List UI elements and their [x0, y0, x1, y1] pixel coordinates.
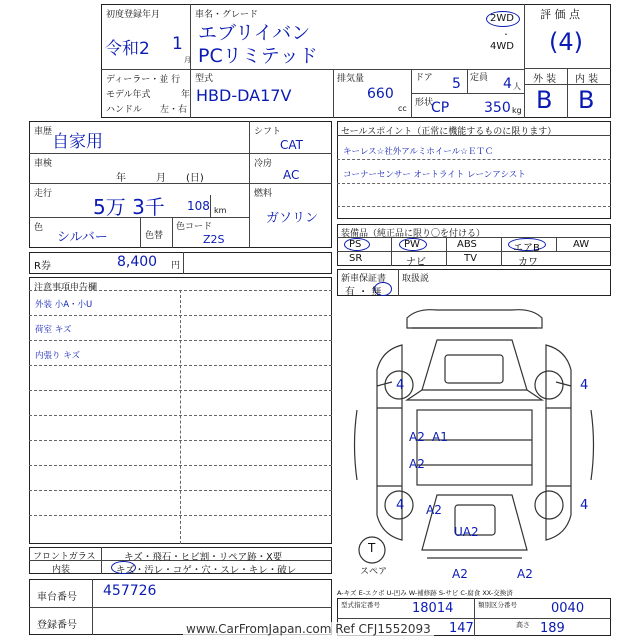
- equip-tv: TV: [464, 253, 477, 264]
- shape-value: CP: [431, 100, 450, 116]
- shape-label: 形状: [415, 98, 434, 108]
- cc-unit: cc: [398, 104, 407, 113]
- color-value: シルバー: [57, 230, 108, 245]
- drive-4wd: 4WD: [490, 41, 514, 52]
- fg-label: フロントガラス: [33, 552, 96, 562]
- ext-label: 外 装: [533, 74, 557, 85]
- mileage-value: 5万 3千: [93, 195, 165, 219]
- displacement-label: 排気量: [337, 74, 365, 84]
- damage-mark: A2: [409, 457, 425, 471]
- sales-line-2: コーナーセンサー オートライト レーンアシスト: [343, 170, 526, 180]
- capacity-label: 定員: [470, 73, 489, 83]
- equip-abs: ABS: [457, 239, 477, 250]
- note-line: 荷室 キズ: [35, 325, 72, 335]
- height-value: 189: [540, 621, 565, 636]
- height-label: 高さ: [516, 621, 530, 629]
- capacity-value: 4: [503, 76, 512, 92]
- kg-unit: kg: [512, 106, 522, 115]
- int-items: キズ・汚レ・コゲ・穴・スレ・キレ・破レ: [116, 565, 297, 576]
- type-spec-label: 型式指定番号: [341, 601, 380, 609]
- shaken-text: 年 月 (日): [116, 173, 204, 184]
- fuel-value: ガソリン: [266, 211, 319, 226]
- name-label: 車名・グレード: [195, 10, 259, 20]
- car-diagram: [337, 300, 611, 585]
- door-label: ドア: [415, 73, 433, 83]
- damage-mark: 4: [396, 378, 405, 393]
- spare-t: T: [368, 541, 376, 555]
- damage-mark: 4: [580, 498, 589, 513]
- yen-unit: 円: [171, 261, 181, 271]
- manual-label: 取扱説: [402, 274, 430, 284]
- shift-label: シフト: [254, 127, 282, 137]
- note-line: 内張り キズ: [35, 351, 81, 361]
- sales-title: セールスポイント（正常に機能するものに限ります）: [341, 127, 557, 137]
- use-value: 自家用: [52, 132, 103, 152]
- handle-value: 左・右: [160, 105, 188, 115]
- int-grade: B: [578, 86, 595, 114]
- mileage-extra: 108: [187, 199, 210, 213]
- reg-date-label: 初度登録年月: [106, 10, 161, 20]
- damage-mark: 4: [580, 378, 589, 393]
- int-label: 内装: [52, 565, 71, 575]
- score-label: 評 価 点: [540, 8, 580, 21]
- damage-mark: A2: [409, 430, 425, 444]
- car-grade: PCリミテッド: [198, 45, 318, 67]
- reg-month: 1: [172, 34, 183, 54]
- warranty-label: 新車保証書: [341, 274, 387, 284]
- color-label: 色: [34, 223, 44, 233]
- ac-label: 冷房: [254, 159, 273, 169]
- displacement-value: 660: [367, 86, 394, 102]
- equip-leather: カワ: [518, 257, 538, 268]
- equipment-title: 装備品（純正品に限り〇を付ける）: [341, 229, 486, 239]
- fg-items: キズ・飛石・ヒビ割・リペア跡・X要: [124, 552, 283, 563]
- notes-title: 注意事項申告欄: [34, 283, 98, 293]
- type-value: HBD-DA17V: [196, 86, 292, 105]
- equip-airbag: エアB: [513, 243, 540, 254]
- color-code-value: Z2S: [203, 233, 225, 246]
- type-spec-value: 18014: [412, 601, 454, 616]
- ext-grade: B: [536, 86, 553, 114]
- fuel-label: 燃料: [254, 189, 273, 199]
- reg-label: 登録番号: [37, 620, 77, 631]
- warranty-value: 有 ・ 無: [345, 287, 382, 298]
- recycle-value: 8,400: [117, 254, 158, 270]
- chassis-label: 車台番号: [37, 592, 77, 603]
- damage-mark: A1: [432, 430, 448, 444]
- damage-mark: A2: [452, 567, 468, 581]
- use-label: 車歴: [34, 127, 53, 137]
- color-kind-label: 色替: [145, 231, 164, 241]
- equip-pw: PW: [404, 239, 420, 250]
- shift-value: CAT: [280, 138, 303, 152]
- shaken-label: 車検: [34, 159, 53, 169]
- color-code-label: 色コード: [176, 222, 213, 232]
- header-frame: [101, 4, 611, 118]
- category-label: 類別区分番号: [478, 601, 517, 609]
- recycle-label: R券: [34, 261, 51, 272]
- month-unit: 月: [184, 56, 191, 64]
- chassis-value: 457726: [103, 583, 157, 599]
- model-year-label: モデル年式: [106, 90, 151, 100]
- legend: A-キズ E-エクボ U-凹み W-補修跡 S-サビ C-腐食 XX-交換済: [337, 589, 513, 597]
- damage-mark: A2: [426, 503, 442, 517]
- km-unit: km: [214, 206, 227, 215]
- note-line: 外装 小A・小U: [35, 300, 93, 310]
- drive-2wd: 2WD: [490, 13, 514, 24]
- door-value: 5: [452, 76, 461, 92]
- load-value: 350: [484, 100, 511, 116]
- handle-label: ハンドル: [106, 105, 143, 115]
- year-unit: 年: [181, 90, 191, 100]
- person-unit: 人: [513, 82, 521, 91]
- damage-mark: A2: [517, 567, 533, 581]
- ac-value: AC: [283, 168, 300, 182]
- spare-label: スペア: [360, 567, 388, 577]
- mileage-label: 走行: [34, 189, 53, 199]
- damage-mark: UA2: [454, 525, 479, 539]
- int-label: 内 装: [575, 74, 599, 85]
- watermark: www.CarFromJapan.com Ref CFJ1552093: [183, 622, 434, 636]
- recycle-frame: [29, 252, 332, 274]
- dealer-label: ディーラー・並 行: [106, 75, 181, 85]
- damage-mark: 4: [396, 498, 405, 513]
- car-name: エブリイバン: [198, 22, 311, 44]
- equip-sr: SR: [349, 253, 363, 264]
- equip-navi: ナビ: [406, 257, 426, 268]
- score-value: (4): [549, 28, 583, 56]
- length-value: 147: [449, 621, 474, 636]
- category-value: 0040: [551, 601, 585, 616]
- reg-era: 令和2: [105, 39, 150, 59]
- equip-ps: PS: [349, 239, 362, 250]
- equip-aw: AW: [573, 239, 590, 250]
- sales-line-1: キーレス☆社外アルミホイール☆ＥＴＣ: [343, 147, 494, 157]
- type-label: 型式: [195, 74, 214, 84]
